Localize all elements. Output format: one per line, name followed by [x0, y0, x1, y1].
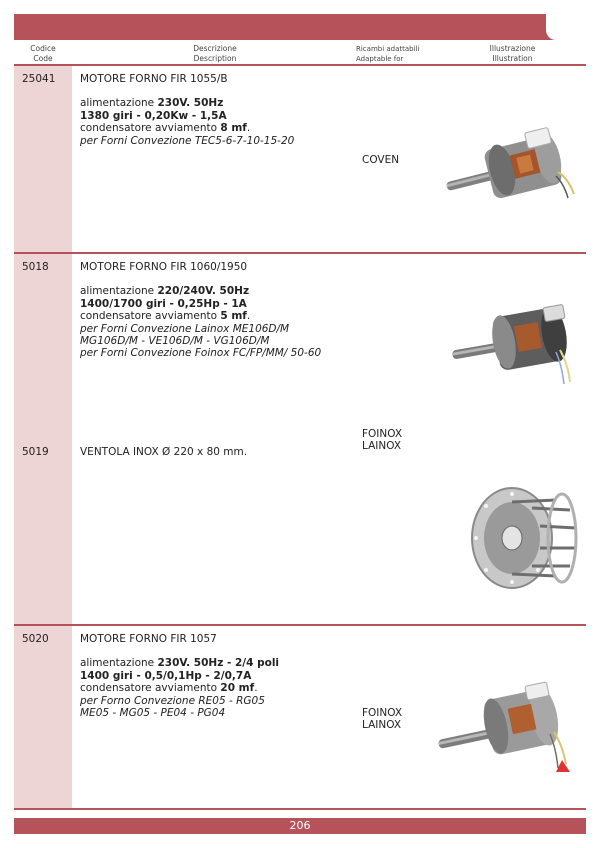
- adaptable-brand: LAINOX: [362, 719, 402, 732]
- header-desc-it: Descrizione: [193, 44, 237, 53]
- header-description: [130, 44, 300, 64]
- row-divider: [14, 624, 586, 626]
- spec-line: alimentazione 230V. 50Hz - 2/4 poli: [80, 657, 280, 670]
- spec-line: 1400 giri - 0,5/0,1Hp - 2/0,7A: [80, 669, 252, 682]
- spec-line: per Forni Convezione Foinox FC/FP/MM/ 50-60: [80, 347, 322, 360]
- adaptable-brand: FOINOX: [362, 707, 403, 719]
- product-code: 25041: [22, 73, 56, 85]
- header-notch: [546, 14, 586, 40]
- header-adapt-it: Ricambi adattabili: [356, 45, 420, 53]
- header-band: [14, 14, 586, 40]
- product-description: [80, 633, 279, 719]
- adaptable-for: [362, 428, 402, 453]
- motor-photo: [432, 664, 580, 776]
- adaptable-for: [362, 154, 399, 166]
- product-description: [80, 446, 247, 470]
- header-code-en: Code: [33, 54, 53, 63]
- product-title: MOTORE FORNO FIR 1057: [80, 633, 217, 645]
- fan-wheel-photo: [466, 486, 584, 590]
- header-ill-en: Illustration: [492, 54, 533, 63]
- adaptable-for: [362, 707, 402, 732]
- code-column-background: [14, 64, 72, 810]
- adaptable-brand: FOINOX: [362, 428, 403, 440]
- header-desc-en: Description: [193, 54, 237, 63]
- product-code: 5019: [22, 446, 49, 458]
- spec-line: per Forni Convezione TEC5-6-7-10-15-20: [80, 134, 295, 147]
- product-description: [80, 73, 294, 147]
- product-title: MOTORE FORNO FIR 1060/1950: [80, 261, 248, 273]
- adaptable-brand: LAINOX: [362, 440, 402, 453]
- header-adaptable: [356, 44, 436, 64]
- spec-line: condensatore avviamento 20 mf.: [80, 682, 258, 695]
- product-code: 5020: [22, 633, 49, 645]
- header-adapt-en: Adaptable for: [356, 55, 404, 63]
- header-code-it: Codice: [30, 44, 56, 53]
- spec-line: alimentazione 220/240V. 50Hz: [80, 285, 250, 298]
- header-code: [14, 44, 72, 64]
- product-code: 5018: [22, 261, 49, 273]
- page-number: 206: [289, 819, 311, 832]
- motor-photo: [444, 290, 580, 390]
- row-divider: [14, 64, 586, 66]
- spec-line: ME05 - MG05 - PE04 - PG04: [80, 707, 226, 720]
- product-title: MOTORE FORNO FIR 1055/B: [80, 73, 228, 85]
- row-divider: [14, 252, 586, 254]
- spec-line: condensatore avviamento 8 mf.: [80, 122, 251, 135]
- spec-line: per Forno Convezione RE05 - RG05: [80, 694, 265, 707]
- product-title: VENTOLA INOX Ø 220 x 80 mm.: [80, 446, 248, 458]
- spec-line: per Forni Convezione Lainox ME106D/M: [80, 322, 290, 335]
- header-ill-it: Illustrazione: [489, 44, 536, 53]
- motor-photo: [440, 112, 580, 212]
- spec-line: 1380 giri - 0,20Kw - 1,5A: [80, 109, 227, 122]
- product-description: [80, 261, 321, 360]
- spec-line: 1400/1700 giri - 0,25Hp - 1A: [80, 297, 247, 310]
- spec-line: MG106D/M - VE106D/M - VG106D/M: [80, 335, 270, 348]
- footer-band: [14, 818, 586, 834]
- row-divider: [14, 808, 586, 810]
- adaptable-brand: COVEN: [362, 154, 400, 166]
- spec-line: alimentazione 230V. 50Hz: [80, 97, 224, 110]
- header-illustration: [470, 44, 555, 64]
- spec-line: condensatore avviamento 5 mf.: [80, 310, 251, 323]
